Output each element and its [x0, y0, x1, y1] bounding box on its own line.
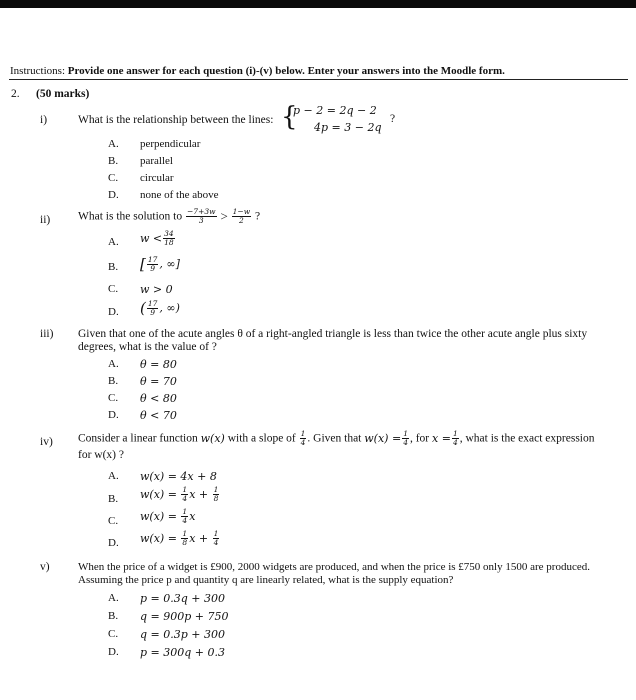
- q2-option-b[interactable]: [140, 255, 180, 273]
- q1-text: What is the relationship between the lines:: [78, 114, 274, 126]
- q4-opt-den: 4: [182, 494, 188, 503]
- q4-given-num: 1: [403, 429, 408, 438]
- q4-option-b[interactable]: [140, 486, 220, 503]
- q3-option-text[interactable]: θ = 70: [140, 375, 177, 388]
- q3-line2: degrees, what is the value of ?: [78, 341, 217, 353]
- q2-opt-fraction: [147, 300, 159, 317]
- question-marks: (50 marks): [36, 88, 90, 100]
- q3-option-letter: A.: [108, 358, 119, 370]
- q1-eq1: p − 2 = 2q − 2: [293, 104, 377, 117]
- q4-opt-pre: w(x) =: [140, 532, 177, 545]
- q4-opt-num: 1: [213, 485, 219, 494]
- q2-opt-den: 18: [164, 238, 174, 247]
- q4-opt-fraction: [213, 530, 220, 547]
- q2-opt-num: 17: [147, 254, 158, 264]
- q3-line1: Given that one of the acute angles θ of a right-angled triangle is less than twice the other acute angle plus sixty: [78, 328, 588, 340]
- q4-option-letter: D.: [108, 537, 119, 549]
- q2-rhs-fraction: [232, 208, 251, 225]
- q2-opt-fraction: [163, 230, 175, 247]
- q5-option-text[interactable]: p = 0.3q + 300: [140, 592, 225, 605]
- q4-t2: with a slope of: [227, 432, 296, 445]
- q5-option-text[interactable]: q = 0.3p + 300: [140, 628, 225, 641]
- q5-number: v): [40, 561, 50, 573]
- q4-opt-fraction: [213, 486, 220, 503]
- q2-rhs-num: 1−w: [232, 207, 251, 216]
- q2-lhs-den: 3: [198, 216, 204, 225]
- q2-opt-fraction: [147, 256, 159, 273]
- q1-option-letter: A.: [108, 138, 119, 150]
- q1-option-text[interactable]: circular: [140, 172, 174, 184]
- q4-given-fraction: [402, 430, 409, 447]
- q3-option-letter: D.: [108, 409, 119, 421]
- q1-option-text[interactable]: none of the above: [140, 189, 219, 201]
- q4-option-letter: C.: [108, 515, 119, 527]
- q2-line: [78, 208, 260, 225]
- q4-opt-den: 4: [213, 538, 219, 547]
- q4-opt-num: 1: [213, 529, 219, 538]
- q2-lhs-num: −7+3w: [187, 207, 216, 216]
- q2-rhs-den: 2: [239, 216, 244, 225]
- q5-option-letter: A.: [108, 592, 119, 604]
- q4-opt-num: 1: [182, 485, 188, 494]
- q2-option-a[interactable]: [140, 230, 176, 247]
- q4-opt-den: 4: [182, 516, 188, 525]
- q4-t3: . Given that: [307, 432, 362, 445]
- q3-option-letter: B.: [108, 375, 119, 387]
- question-number: 2.: [11, 88, 20, 100]
- q1-eq2: 4p = 3 − 2q: [314, 121, 382, 134]
- q4-for-den: 4: [452, 438, 458, 447]
- top-border: [0, 0, 636, 8]
- q4-line2: for w(x) ?: [78, 449, 124, 461]
- q2-option-letter: B.: [108, 261, 119, 273]
- q5-option-letter: C.: [108, 628, 119, 640]
- q3-option-text[interactable]: θ = 80: [140, 358, 177, 371]
- q2-number: ii): [40, 214, 51, 226]
- q4-opt-mid: x: [189, 510, 196, 523]
- q1-number: i): [40, 114, 48, 126]
- q2-opt-prefix: [: [140, 255, 146, 273]
- q4-for-fraction: [452, 430, 459, 447]
- q4-slope-den: 4: [300, 438, 306, 447]
- q2-operator: >: [220, 208, 228, 224]
- q5-option-letter: B.: [108, 610, 119, 622]
- q4-given-lhs: w(x) =: [364, 432, 402, 445]
- q5-line2: Assuming the price p and quantity q are linearly related, what is the supply equation?: [78, 574, 454, 586]
- q1-option-text[interactable]: perpendicular: [140, 138, 201, 150]
- q4-line1: [78, 430, 594, 447]
- q2-option-letter: C.: [108, 283, 119, 295]
- q3-option-letter: C.: [108, 392, 119, 404]
- q2-lhs-fraction: [186, 208, 217, 225]
- q3-option-text[interactable]: θ < 80: [140, 392, 177, 405]
- q5-option-letter: D.: [108, 646, 119, 658]
- q4-t4: , for: [409, 432, 430, 445]
- q4-opt-num: 1: [182, 507, 188, 516]
- q4-t1: Consider a linear function: [78, 432, 198, 445]
- q5-option-text[interactable]: p = 300q + 0.3: [140, 646, 225, 659]
- q2-opt-prefix: w <: [140, 232, 163, 245]
- q4-number: iv): [40, 436, 53, 448]
- q1-option-letter: C.: [108, 172, 119, 184]
- header-rule: [9, 79, 628, 80]
- q1-option-text[interactable]: parallel: [140, 155, 173, 167]
- q2-opt-prefix: (: [140, 299, 146, 317]
- q4-for-lhs: x =: [432, 432, 451, 445]
- q1-qmark: ?: [390, 113, 396, 125]
- q4-opt-den: 8: [182, 538, 188, 547]
- q4-option-letter: B.: [108, 493, 119, 505]
- q4-opt-fraction: [181, 508, 188, 525]
- instructions: [10, 65, 505, 77]
- q4-option-letter: A.: [108, 470, 119, 482]
- q2-option-c[interactable]: w > 0: [140, 283, 173, 296]
- q2-opt-num: 17: [147, 298, 158, 308]
- q2-option-letter: A.: [108, 236, 119, 248]
- instructions-label: Instructions:: [10, 65, 65, 77]
- q2-opt-num: 34: [164, 229, 174, 238]
- q4-opt-mid: x +: [189, 488, 209, 501]
- q4-option-a[interactable]: w(x) = 4x + 8: [140, 470, 217, 483]
- q4-slope-fraction: [300, 430, 307, 447]
- q5-line1: When the price of a widget is £900, 2000 widgets are produced, and when the price is £750 only 1500 are produced.: [78, 561, 590, 573]
- q2-qmark: ?: [255, 210, 261, 223]
- q1-option-letter: D.: [108, 189, 119, 201]
- q2-option-d[interactable]: [140, 299, 180, 317]
- instructions-text: Provide one answer for each question (i)-(v) below. Enter your answers into the Moodle form.: [67, 65, 505, 77]
- q4-option-d[interactable]: [140, 530, 220, 547]
- q4-opt-pre: w(x) =: [140, 510, 177, 523]
- q4-opt-fraction: [181, 530, 188, 547]
- q4-opt-fraction: [181, 486, 188, 503]
- q2-option-letter: D.: [108, 306, 119, 318]
- q5-option-text[interactable]: q = 900p + 750: [140, 610, 229, 623]
- q2-opt-suffix: , ∞]: [159, 257, 180, 271]
- q1-option-letter: B.: [108, 155, 119, 167]
- q2-text: What is the solution to: [78, 210, 183, 223]
- q3-number: iii): [40, 328, 54, 340]
- q4-for-num: 1: [452, 429, 458, 438]
- q2-opt-den: 9: [150, 263, 156, 273]
- q4-fn: w(x): [200, 432, 225, 445]
- q4-slope-num: 1: [300, 429, 306, 438]
- q3-option-text[interactable]: θ < 70: [140, 409, 177, 422]
- q4-opt-mid: x +: [189, 532, 209, 545]
- q4-t5: , what is the exact expression: [459, 432, 595, 445]
- q2-opt-den: 9: [150, 307, 156, 317]
- q1-brace: {: [281, 102, 298, 132]
- q4-opt-pre: w(x) =: [140, 488, 177, 501]
- q4-opt-num: 1: [182, 529, 188, 538]
- q4-opt-den: 8: [213, 494, 219, 503]
- q4-given-den: 4: [403, 438, 408, 447]
- q2-opt-suffix: , ∞): [159, 301, 180, 315]
- q4-option-c[interactable]: [140, 508, 195, 525]
